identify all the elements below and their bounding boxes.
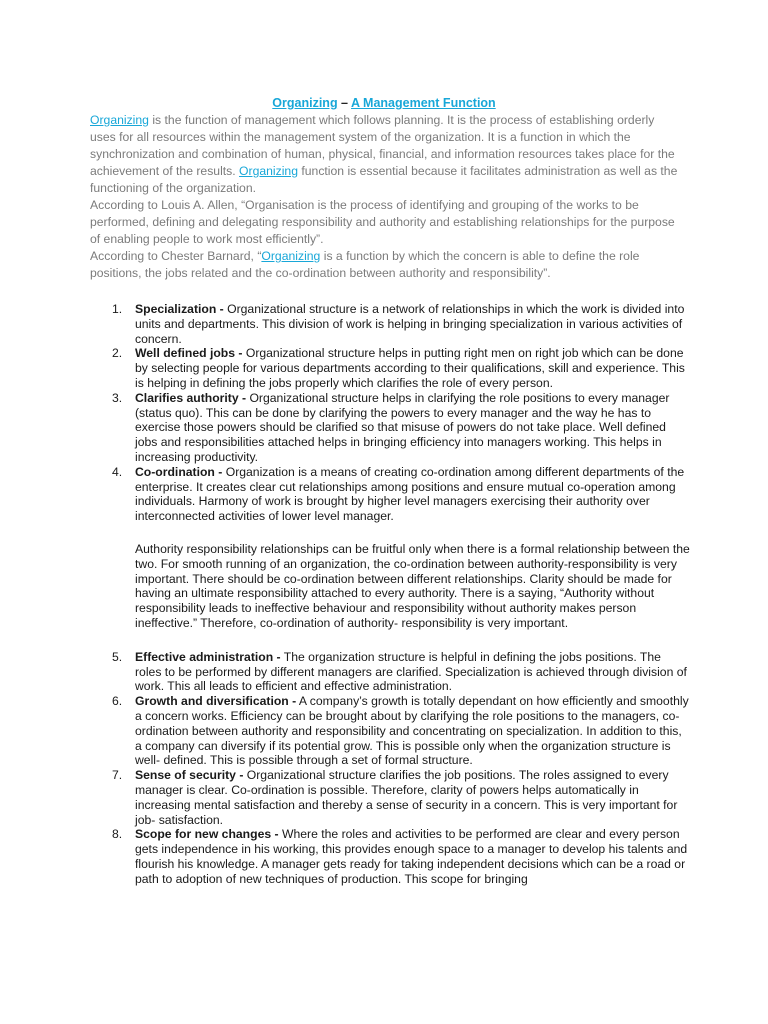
title-link-organizing[interactable]: Organizing — [272, 96, 338, 110]
list-item-number: 3. — [112, 390, 123, 405]
list-item — [90, 302, 690, 346]
list-item-term: Co-ordination - — [135, 464, 223, 479]
list-item-text: Organizational structure clarifies the job positions. The roles assigned to every manager is clear. Co-ordination is possible. Therefore, clarity of powers helps automatically in increasing mental satisfaction and thereby a sense of security in a concern. This is very important for job- satisfaction. — [135, 768, 678, 827]
list-item-term: Well defined jobs - — [135, 346, 243, 361]
list-item-text: Organizational structure is a network of relationships in which the work is divided into units and departments. This division of work is helping in bringing specialization in various activities of concern. — [135, 302, 685, 346]
page-title — [0, 95, 768, 111]
list-item-text: Organization is a means of creating co-ordination among different departments of the enterprise. It creates clear cut relationships among positions and ensure mutual co-operation among individuals. Harmony of work is brought by higher level managers exercising their authority over interconnected activities of lower level manager. — [135, 464, 685, 524]
list-item — [90, 694, 690, 768]
list-item-number: 4. — [112, 464, 123, 479]
list-item-term: Scope for new changes - — [135, 827, 279, 842]
list-item-term: Effective administration - — [135, 649, 281, 664]
list-item-term: Clarifies authority - — [135, 390, 247, 405]
list-item-text: A company’s growth is totally dependant on how efficiently and smoothly a concern works. Efficiency can be brought about by clarifying the role positions to the managers, co-ordination between authority and responsibility and concentrating on specialization. In addition to this, a company can diversify if its potential grow. This is possible only when the organization structure is well- defined. This is possible through a set of formal structure. — [135, 694, 689, 768]
list-item-number: 2. — [112, 346, 123, 361]
list-item-number: 8. — [112, 827, 123, 842]
list-item-number: 7. — [112, 768, 123, 783]
list-item-text: The organization structure is helpful in defining the jobs positions. The roles to be performed by different managers are clarified. Specialization is achieved through division of work. This all leads to efficient and effective administration. — [135, 649, 687, 694]
intro-paragraph-definition — [90, 112, 680, 197]
list-item — [90, 346, 690, 390]
list-item-text: Where the roles and activities to be performed are clear and every person gets independence in his working, this provides enough space to a manager to develop his talents and flourish his knowledge. A manager gets ready for taking independent decisions which can be a road or path to adoption of new techniques of production. This scope for bringing — [135, 827, 688, 886]
organizing-link[interactable]: Organizing — [90, 113, 149, 127]
list-item-number: 5. — [112, 649, 123, 664]
title-link-management-function[interactable]: A Management Function — [351, 96, 496, 110]
list-item-number: 1. — [112, 302, 123, 316]
organizing-link-3[interactable]: Organizing — [261, 249, 321, 263]
intro-section — [90, 112, 680, 282]
list-item — [90, 827, 690, 886]
intro-paragraph-allen: According to Louis A. Allen, “Organisation is the process of identifying and grouping of the works to be performed, defining and delegating responsibility and authority and establishing relationships for the purpose of enabling people to work most efficiently”. — [90, 198, 675, 246]
list-item-term: Growth and diversification - — [135, 694, 297, 709]
list-item — [90, 391, 690, 465]
intro-text-2: function is essential because it facilitates administration as well as the functioning of the organization. — [90, 164, 678, 195]
barnard-text-b: is a function by which the concern is able to define the role positions, the jobs related and the co-ordination between authority and responsibility”. — [90, 249, 640, 280]
list-item-text: Organizational structure helps in clarifying the role positions to every manager (status quo). This can be done by clarifying the powers to every manager and the way he has to exercise those powers should be clarified so that misuse of powers do not take place. Well defined jobs and responsibilities attached helps in bringing efficiency into managers working. This helps in increasing productivity. — [135, 390, 670, 464]
organizing-link-2[interactable]: Organizing — [239, 164, 298, 178]
list-item-number: 6. — [112, 694, 123, 709]
list-item-text: Organizational structure helps in putting right men on right job which can be done by selecting people for various departments according to their qualifications, skill and experience. This is helping in defining the jobs properly which clarifies the role of every person. — [135, 346, 685, 390]
list-item-term: Specialization - — [135, 302, 224, 316]
intro-text: is the function of management which follows planning. It is the process of establishing orderly uses for all resources within the management system of the organization. It is a function in which the synchronization and combination of human, physical, financial, and information resources takes place for the achievement of the results. — [90, 113, 675, 178]
authority-responsibility-paragraph: Authority responsibility relationships can be fruitful only when there is a formal relationship between the two. For smooth running of an organization, the co-ordination between authority-responsibility is very important. There should be co-ordination between different relationships. Clarity should be made for having an ultimate responsibility attached to every authority. There is a saying, “Authority without responsibility leads to ineffective behaviour and responsibility without authority makes person ineffective.” Therefore, co-ordination of authority- responsibility is very important. — [135, 541, 690, 630]
list-item — [90, 650, 690, 694]
list-item — [90, 465, 690, 524]
barnard-text-a: According to Chester Barnard, “ — [90, 249, 262, 263]
importance-list — [90, 302, 690, 886]
list-item-term: Sense of security - — [135, 768, 244, 783]
list-item — [90, 768, 690, 827]
title-dash: – — [337, 96, 352, 110]
intro-paragraph-barnard — [90, 248, 680, 282]
